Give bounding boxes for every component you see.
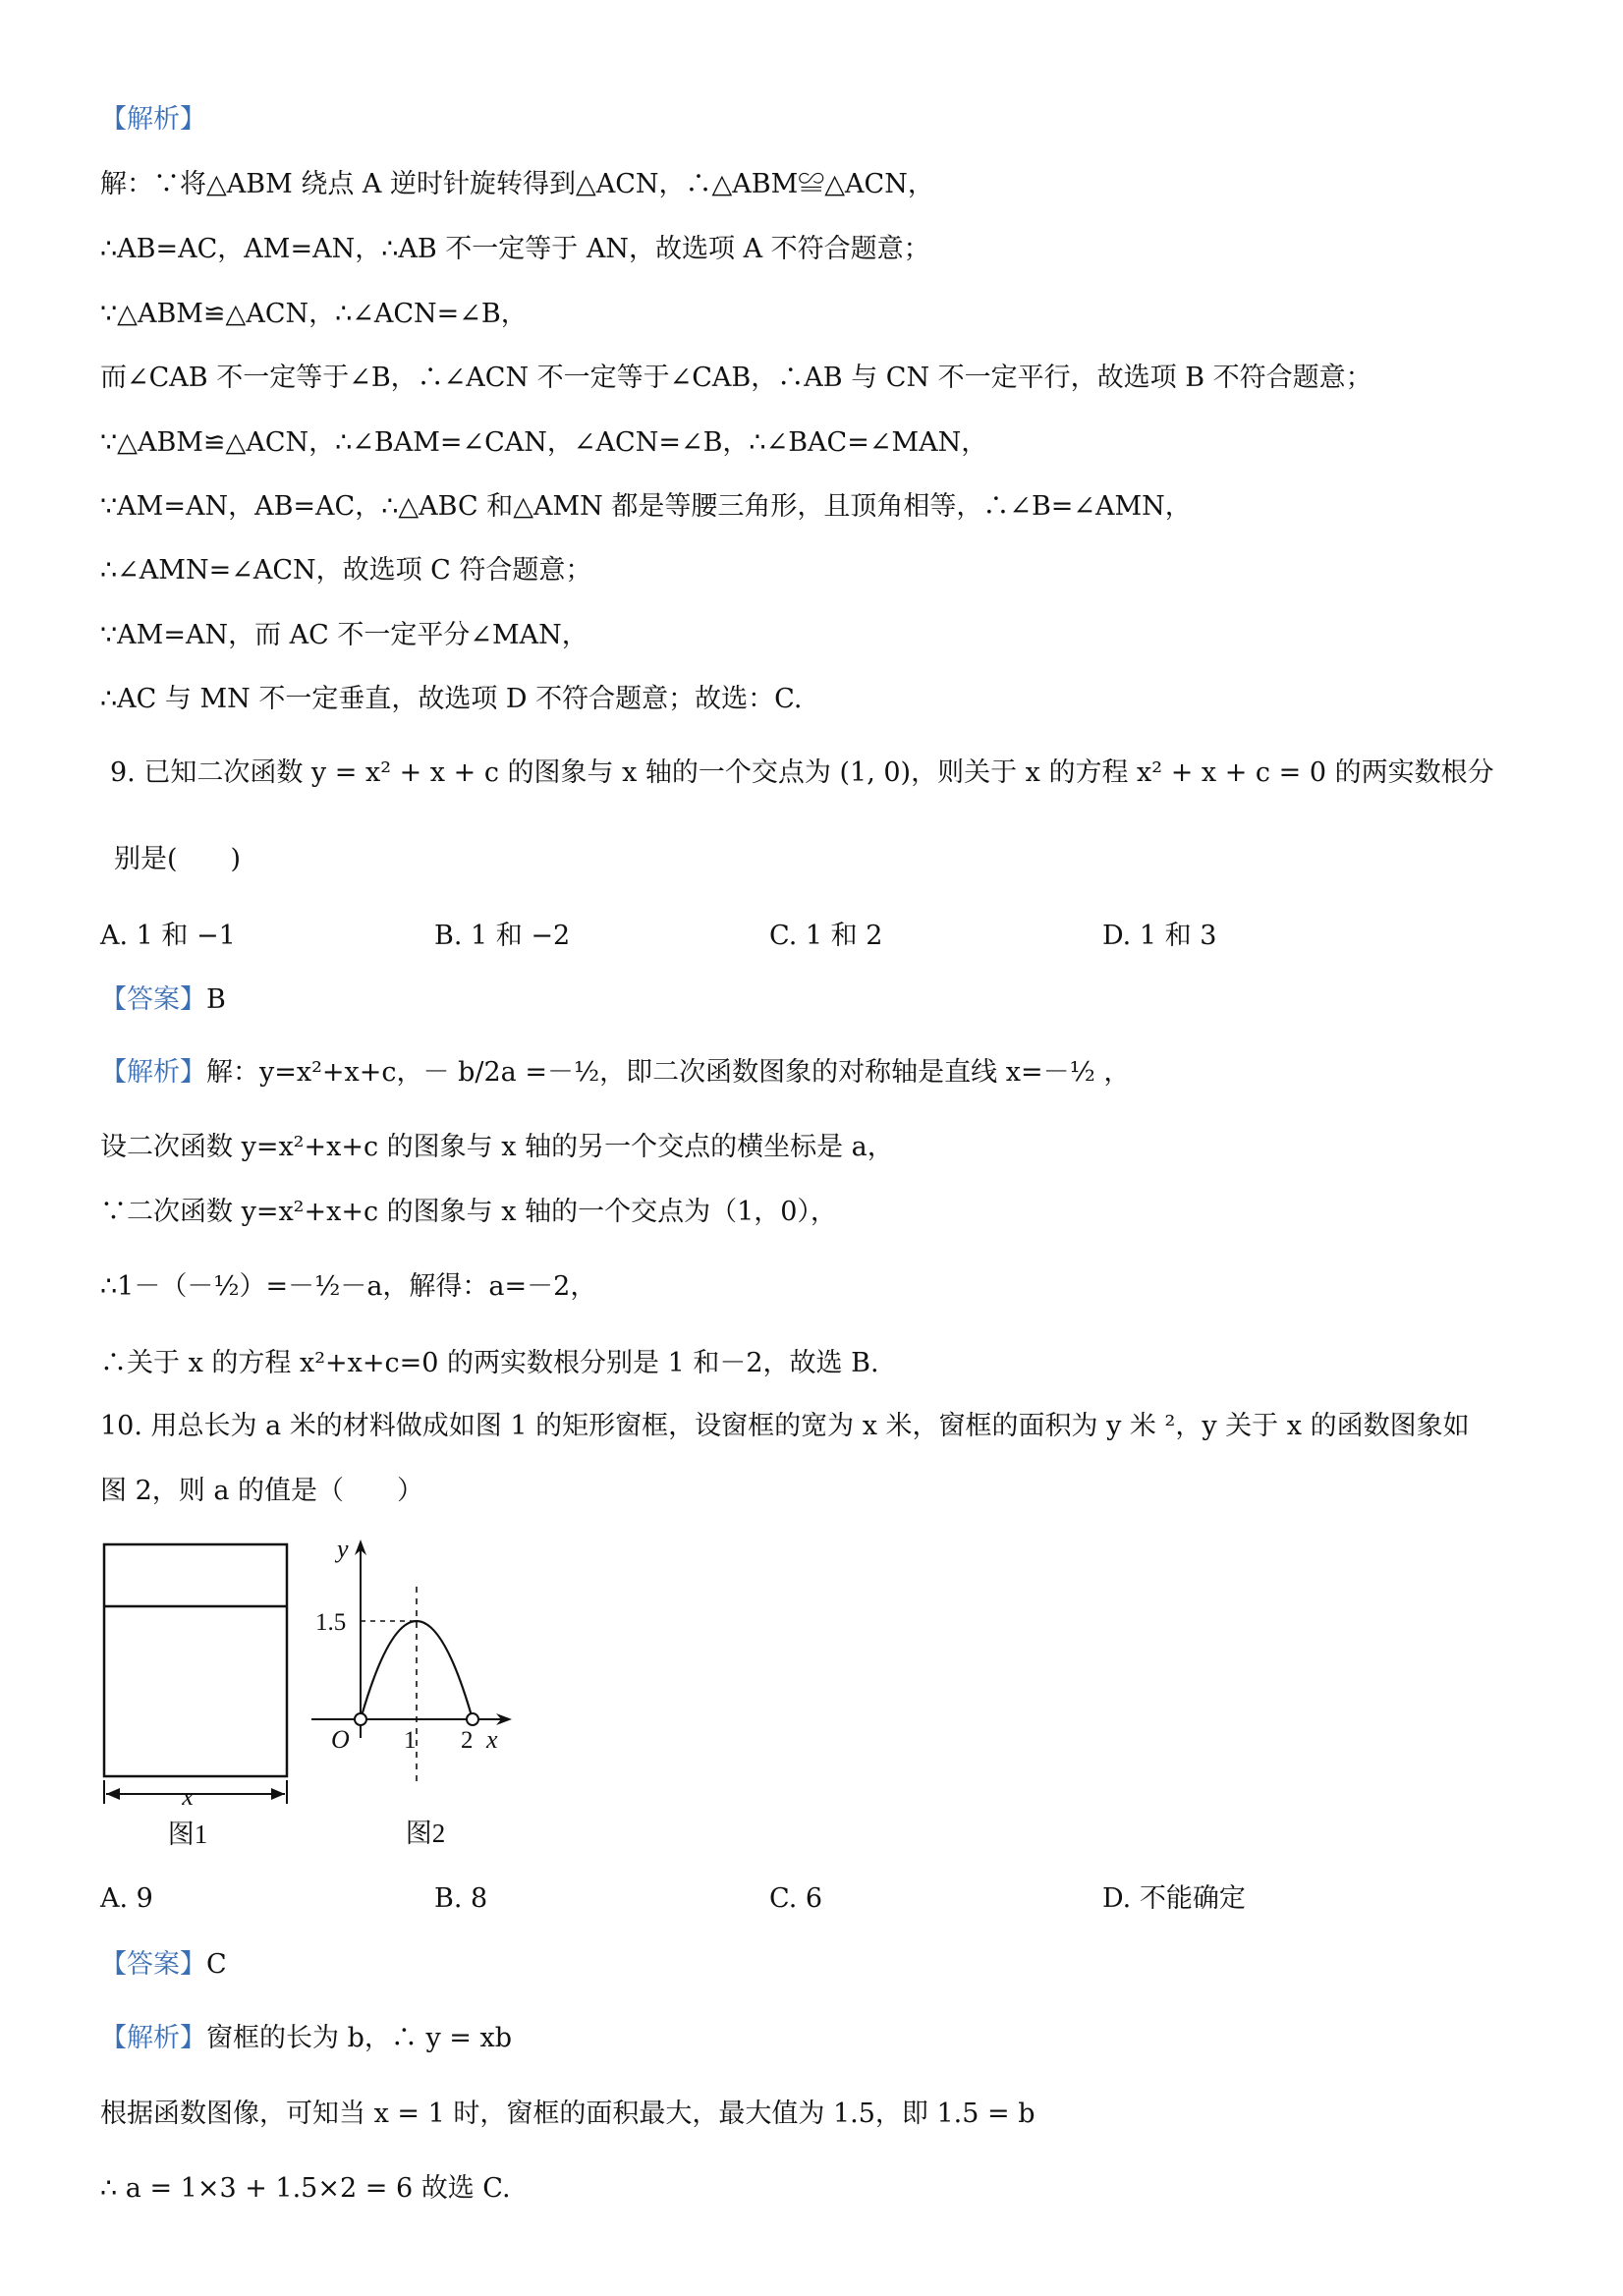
answer-tag: 【答案】 xyxy=(100,984,206,1015)
analysis-line: ∵△ABM≌△ACN，∴∠BAM=∠CAN，∠ACN=∠B，∴∠BAC=∠MAN， xyxy=(100,427,988,458)
figure-2 xyxy=(300,1528,526,1862)
analysis-line: ∵AM=AN，而 AC 不一定平分∠MAN， xyxy=(100,620,588,650)
question-10-stem-cont: 图 2，则 a 的值是（ ） xyxy=(100,1476,424,1506)
fig1-caption: 图1 xyxy=(167,1820,208,1849)
analysis-line: 而∠CAB 不一定等于∠B，∴∠ACN 不一定等于∠CAB，∴AB 与 CN 不一定平行，故选项 B 不符合题意； xyxy=(100,363,1372,393)
analysis-line: 设二次函数 y=x²+x+c 的图象与 x 轴的另一个交点的横坐标是 a， xyxy=(100,1132,894,1162)
fig2-x-label: x xyxy=(486,1725,498,1754)
root-point xyxy=(467,1713,478,1725)
analysis-line: ∴∠AMN=∠ACN，故选项 C 符合题意； xyxy=(100,555,592,586)
arrow-left-icon xyxy=(106,1788,120,1800)
window-frame xyxy=(104,1544,287,1776)
analysis-tag: 【解析】 xyxy=(100,1057,206,1088)
fig1-x-label: x xyxy=(182,1782,194,1811)
analysis-tag: 【解析】 xyxy=(100,2023,206,2053)
analysis-line xyxy=(100,2019,512,2058)
fig2-tick-x-2: 2 xyxy=(461,1727,474,1754)
answer-value: C xyxy=(206,1949,227,1980)
answer-line xyxy=(100,980,226,1020)
option-c: C. 6 xyxy=(769,1883,823,1914)
fig2-y-label: y xyxy=(337,1535,349,1563)
analysis-line: ∵△ABM≌△ACN，∴∠ACN=∠B， xyxy=(100,299,528,329)
analysis-line: ∴关于 x 的方程 x²+x+c=0 的两实数根分别是 1 和－2，故选 B. xyxy=(100,1348,879,1378)
question-10-stem: 10. 用总长为 a 米的材料做成如图 1 的矩形窗框，设窗框的宽为 x 米，窗框的面积为 y 米 ²，y 关于 x 的函数图象如 xyxy=(100,1411,1470,1441)
answer-tag: 【答案】 xyxy=(100,1949,206,1980)
fig2-caption: 图2 xyxy=(405,1819,446,1848)
question-9-stem: 9. 已知二次函数 y = x² + x + c 的图象与 x 轴的一个交点为 (1, 0)，则关于 x 的方程 x² + x + c = 0 的两实数根分 xyxy=(110,757,1494,788)
analysis-line: 解：∵将△ABM 绕点 A 逆时针旋转得到△ACN，∴△ABM≌△ACN， xyxy=(100,169,934,199)
analysis-text: 窗框的长为 b，∴ y = xb xyxy=(206,2023,513,2053)
arrow-right-icon xyxy=(271,1788,285,1800)
analysis-tag: 【解析】 xyxy=(100,104,206,135)
origin-point xyxy=(355,1713,366,1725)
answer-value: B xyxy=(206,984,226,1015)
figure-1 xyxy=(88,1533,305,1857)
analysis-line: ∴ a = 1×3 + 1.5×2 = 6 故选 C. xyxy=(100,2173,511,2204)
fig2-tick-x-1: 1 xyxy=(404,1727,417,1754)
analysis-line: ∴1－（－½）=－½－a，解得：a=－2， xyxy=(100,1271,597,1302)
analysis-line: ∴AB=AC，AM=AN，∴AB 不一定等于 AN，故选项 A 不符合题意； xyxy=(100,234,930,264)
option-b: B. 1 和 −2 xyxy=(434,921,571,951)
option-d: D. 1 和 3 xyxy=(1102,921,1217,951)
analysis-line: ∴AC 与 MN 不一定垂直，故选项 D 不符合题意；故选：C. xyxy=(100,684,803,714)
option-a: A. 1 和 −1 xyxy=(100,921,236,951)
analysis-line xyxy=(100,1053,1130,1092)
answer-line xyxy=(100,1945,227,1985)
option-b: B. 8 xyxy=(434,1883,488,1914)
option-d: D. 不能确定 xyxy=(1102,1883,1246,1914)
option-a: A. 9 xyxy=(100,1883,153,1914)
question-9-stem-cont: 别是( ) xyxy=(114,844,242,874)
fig2-origin-label: O xyxy=(331,1725,350,1754)
fig2-tick-y: 1.5 xyxy=(315,1609,347,1636)
analysis-line: ∵二次函数 y=x²+x+c 的图象与 x 轴的一个交点为（1，0）， xyxy=(100,1197,837,1227)
option-c: C. 1 和 2 xyxy=(769,921,883,951)
analysis-line: 根据函数图像，可知当 x = 1 时，窗框的面积最大，最大值为 1.5，即 1.5 = b xyxy=(100,2099,1035,2129)
analysis-text: 解：y=x²+x+c，－ b/2a =－½，即二次函数图象的对称轴是直线 x=－½ ， xyxy=(206,1057,1131,1088)
analysis-line: ∵AM=AN，AB=AC，∴△ABC 和△AMN 都是等腰三角形，且顶角相等，∴∠B=∠AMN， xyxy=(100,491,1192,522)
